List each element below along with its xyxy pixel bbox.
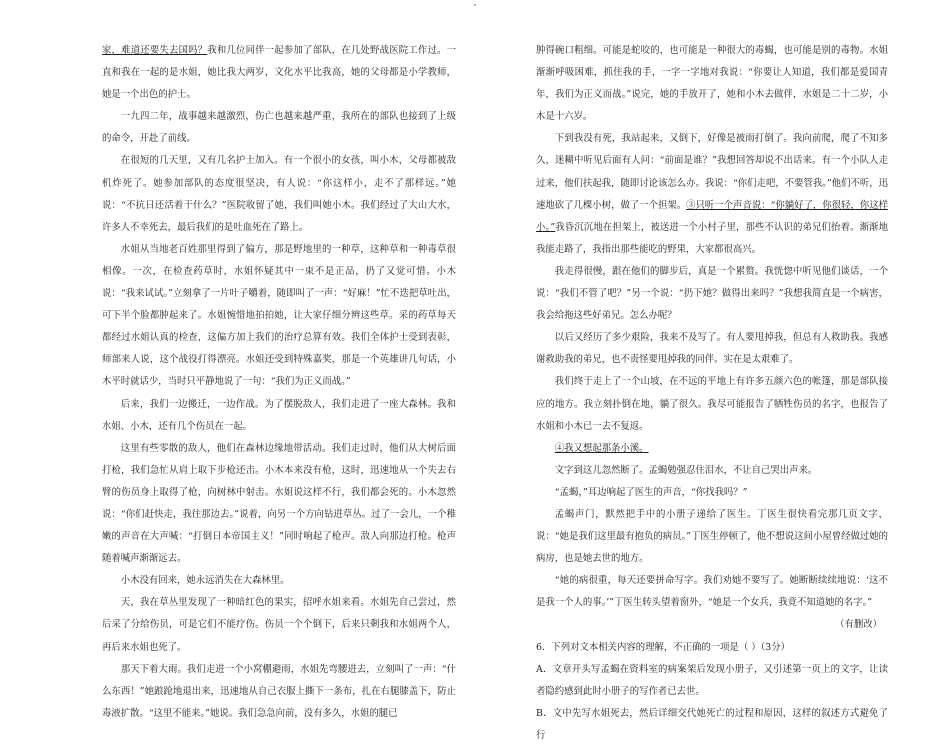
paragraph: 我们终于走上了一个山坡，在不远的平地上有许多五颜六色的帐篷，那是部队接应的地方。我立刻扑倒在地，躺了很久。我尽可能报告了牺牲伤员的名字，也报告了水姐和小木已一去不复返。 — [536, 376, 888, 432]
paragraph-text: 下到我没有死，我站起来，又倒下，好像是被雨打倒了。我向前爬，爬了不知多久，迷糊中听见后面有人问：“前面是谁？”我想回答却说不出话来。有一个小队人走过来，他们扶起我，随即讨论该怎么办。我说：“你们走吧，不要管我。”他们不听，迅速地砍了几棵小树，做了一个担架。 — [536, 133, 888, 211]
left-column — [102, 40, 456, 725]
paragraph: 水姐从当地老百姓那里得到了偏方，那是野地里的一种草，这种草和一种毒草很相像。一次，在检查药草时，水姐怀疑其中一束不是正品，扔了又觉可惜。小木说：“我来试试。”立刻拿了一片叶子嚼着，随即叫了一声：“好麻！”忙不迭把草吐出，可下半个脸都肿起来了。水姐惋惜地拍拍她，让大家仔细分辨这些草。采的药草每天都经过水姐认真的检查，这偏方加上我们的治疗总算有效。我们全体护士受到表彰，师部来人说，这个战役打得漂亮。水姐还受到特殊嘉奖，那是一个英雄讲几句话，小木平时就话少，当时只平静地说了一句：“我们为正义而战。” — [102, 243, 456, 388]
paragraph: 我走得很慢，跟在他们的脚步后，真是一个累赘。我恍惚中听见他们谈话，一个说：“我们不管了吧？”另一个说：“扔下她？做得出来吗？”我想我简直是一个病害，我会给拖这些好弟兄。怎么办呢？ — [536, 265, 888, 322]
paragraph: 肿得碗口粗细。可能是蛇咬的，也可能是一种很大的毒蝎，也可能是别的毒物。水姐渐渐呼吸困难，抓住我的手，一字一字地对我说：“你要让人知道，我们都是爱国青年，我们为正义而战。”说完，她的手放开了，她和小木去做伴，水姐是二十二岁，小木是十六岁。 — [536, 45, 888, 123]
question-prompt: 6．下列对文本相关内容的理解，不正确的一项是（ ）（3分） — [536, 641, 790, 653]
paragraph: 后来，我们一边搬迁，一边作战。为了摆脱敌人，我们走进了一座大森林。我和水姐、小木，还有几个伤员在一起。 — [102, 398, 456, 432]
underlined-phrase: 家，难道还要失去国吗？ — [102, 45, 208, 56]
marked-sentence-3: ③只听一个声音说：“你躺好了，你很轻，你这样小。” — [536, 199, 888, 233]
paragraph: 以后又经历了多少艰险，我来不及写了。有人要甩掉我，但总有人救助我。我感谢救助我的弟兄，也不责怪要甩掉我的同伴。实在是太艰难了。 — [536, 332, 888, 366]
marked-sentence-4: ④我又想起那条小溪。 — [554, 442, 649, 454]
paragraph: 这里有些零散的敌人，他们在森林边缘地带活动。我们走过时，他们从大树后面打枪，我们急忙从肩上取下步枪还击。小木本来没有枪，这时，迅速地从一个失去右臂的伤员身上取得了枪，向树林中射击。水姐说这样不行，我们都会死的。小木忽然说：“你们赶快走，我往那边去。”说着，向另一个方向钻进草丛。过了一会儿，一个稚嫩的声音在大声喊：“打倒日本帝国主义！”同时响起了枪声。敌人向那边打枪。枪声随着喊声渐渐远去。 — [102, 442, 456, 565]
source-note: （有删改） — [835, 619, 882, 631]
paragraph: 小木没有回来，她永远消失在大森林里。 — [120, 575, 290, 587]
paragraph: 那天下着大雨。我们走进一个小窝棚避雨，水姐先弯腰进去，立刻叫了一声：“什么东西！”她踉跄地退出来，迅速地从自己衣服上撕下一条布，扎在右腿膝盖下，防止毒液扩散。“这里不能来。”她说。我们急急向前，没有多久，水姐的腿已 — [102, 663, 456, 719]
paragraph: 天，我在草丛里发现了一种暗红色的果实，招呼水姐来看。水姐先自己尝过，然后采了分给伤员，可是它们不能疗伤。伤员一个个倒下，后来只剩我和水姐两个人，再后来水姐也死了。 — [102, 597, 456, 653]
paragraph: 一九四二年，战事越来越激烈，伤亡也越来越严重，我所在的部队也接到了上级的命令，开赴了前线。 — [102, 111, 456, 145]
paragraph — [102, 40, 456, 106]
paragraph-text: 我和几位同伴一起参加了部队，在几处野战医院工作过。一直和我在一起的是水姐，她比我大两岁，文化水平比我高，她的父母都是小学教师，她是一个出色的护士。 — [102, 45, 456, 101]
option-a: A．文章开头写孟蝎在资料室的病案架后发现小册子，又引述第一页上的文字，让读者隐约感到此时小册子的写作者已去世。 — [536, 663, 888, 697]
paragraph: “她的病很重，每天还要拼命写字。我们劝她不要写了。她断断续续地说：‘这不是我一个人的事。’”丁医生转头望着窗外，“她是一个女兵，我竟不知道她的名字。” — [536, 575, 888, 609]
paragraph-text: 我昏沉沉地在担架上，被送进一个小村子里，那些不认识的弟兄们抬着。渐渐地我能走路了，我指出那些能吃的野果，大家都很高兴。 — [536, 221, 888, 255]
paragraph: 在很短的几天里，又有几名护士加入。有一个很小的女孩，叫小木，父母都被敌机炸死了。她参加部队的态度很坚决，有人说：“你这样小，走不了那样远。”她说：“不抗日还活着干什么？”医院收留了她，我们叫她小木。我们经过了大山大水，许多人不幸死去，最后我们的是吐血死在了路上。 — [102, 155, 456, 233]
paragraph: 文字到这儿忽然断了。孟蝎勉强忍住泪水，不让自己哭出声来。 — [554, 464, 818, 476]
page-mark — [474, 4, 476, 6]
paragraph: 孟蝎声门，默然把手中的小册子递给了医生。丁医生很快看完那几页文字，说：“她是我们这里最有抱负的病员。”丁医生停顿了，他不想说这间小屋曾经做过她的病房，也是她去世的地方。 — [536, 508, 888, 565]
paragraph: “孟蝎，”耳边响起了医生的声音，“你找我吗？” — [554, 486, 748, 498]
option-b: B．文中先写水姐死去，然后详细交代她死亡的过程和原因，这样的叙述方式避免了行 — [536, 707, 888, 741]
right-column — [536, 40, 888, 747]
paragraph — [536, 128, 888, 261]
